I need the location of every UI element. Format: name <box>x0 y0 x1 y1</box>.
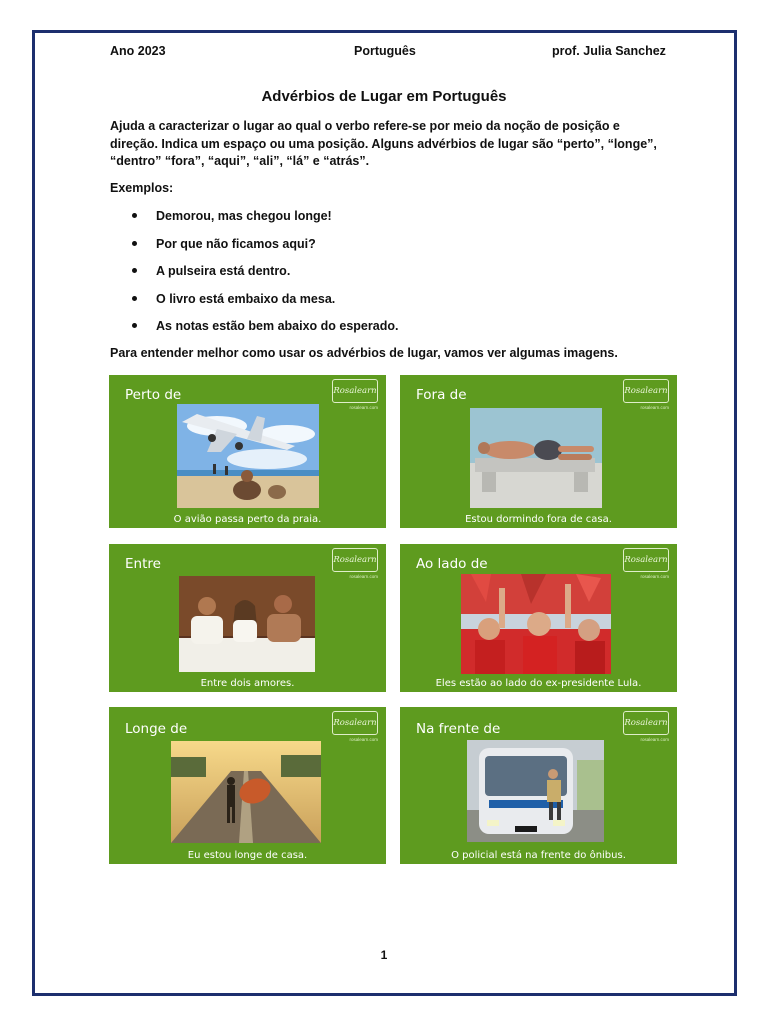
card-caption: Estou dormindo fora de casa. <box>465 514 612 525</box>
example-text: O livro está embaixo da mesa. <box>156 291 336 306</box>
card-na-frente-de <box>400 707 677 864</box>
three-people-bed-photo <box>179 576 315 672</box>
brand-site: rosalearn.com <box>640 737 669 742</box>
brand-site: rosalearn.com <box>640 405 669 410</box>
card-caption: Entre dois amores. <box>200 678 295 689</box>
example-text: Demorou, mas chegou longe! <box>156 209 332 223</box>
list-item <box>110 234 398 262</box>
example-text: As notas estão bem abaixo do esperado. <box>156 319 399 333</box>
card-caption: Eles estão ao lado do ex-presidente Lula. <box>435 678 642 689</box>
list-item <box>110 261 398 289</box>
card-title: Entre <box>125 556 161 572</box>
card-longe-de <box>109 707 386 864</box>
bullet-icon <box>132 323 137 328</box>
card-caption: O policial está na frente do ônibus. <box>451 850 626 861</box>
bullet-icon <box>132 296 137 301</box>
woman-road-sunset-photo <box>171 741 321 843</box>
brand-logo: Rosalearn <box>623 711 669 735</box>
page-number: 1 <box>380 948 388 962</box>
bullet-icon <box>132 213 137 218</box>
policeman-bus-photo <box>467 740 604 842</box>
brand-site: rosalearn.com <box>349 405 378 410</box>
header-subject: Português <box>354 44 416 58</box>
bullet-icon <box>132 241 137 246</box>
card-title: Na frente de <box>416 721 501 737</box>
header-year: Ano 2023 <box>110 44 166 58</box>
brand-site: rosalearn.com <box>349 574 378 579</box>
card-title: Fora de <box>416 387 467 403</box>
man-sleeping-bench-photo <box>470 408 602 508</box>
card-caption: O avião passa perto da praia. <box>173 514 322 525</box>
list-item <box>110 316 398 344</box>
card-fora-de <box>400 375 677 528</box>
brand-site: rosalearn.com <box>640 574 669 579</box>
card-entre <box>109 544 386 692</box>
card-title: Longe de <box>125 721 188 737</box>
card-perto-de <box>109 375 386 528</box>
bullet-icon <box>132 268 137 273</box>
example-text: Por que não ficamos aqui? <box>156 236 316 251</box>
card-title: Ao lado de <box>416 556 488 572</box>
card-title: Perto de <box>125 387 182 403</box>
list-item <box>110 289 398 317</box>
page-title: Advérbios de Lugar em Português <box>261 88 507 105</box>
brand-logo: Rosalearn <box>623 548 669 572</box>
list-item <box>110 206 398 234</box>
crowd-red-flags-photo <box>461 574 611 674</box>
card-ao-lado-de <box>400 544 677 692</box>
examples-label: Exemplos: <box>110 181 174 195</box>
card-caption: Eu estou longe de casa. <box>187 850 308 861</box>
examples-list <box>110 206 398 344</box>
example-text: A pulseira está dentro. <box>156 264 291 278</box>
brand-logo: Rosalearn <box>332 548 378 572</box>
brand-logo: Rosalearn <box>332 379 378 403</box>
header-teacher: prof. Julia Sanchez <box>552 44 666 58</box>
brand-site: rosalearn.com <box>349 737 378 742</box>
brand-logo: Rosalearn <box>332 711 378 735</box>
airplane-beach-photo <box>177 404 319 508</box>
outro-paragraph: Para entender melhor como usar os advérbios de lugar, vamos ver algumas imagens. <box>110 346 618 360</box>
brand-logo: Rosalearn <box>623 379 669 403</box>
intro-paragraph: Ajuda a caracterizar o lugar ao qual o verbo refere-se por meio da noção de posição e direção. Indica um espaço ou uma posição. Alguns advérbios de lugar são “perto”, “longe”, “dentro” “fora”, “aqui”, “ali”, “lá” e “atrás”. <box>110 119 657 168</box>
